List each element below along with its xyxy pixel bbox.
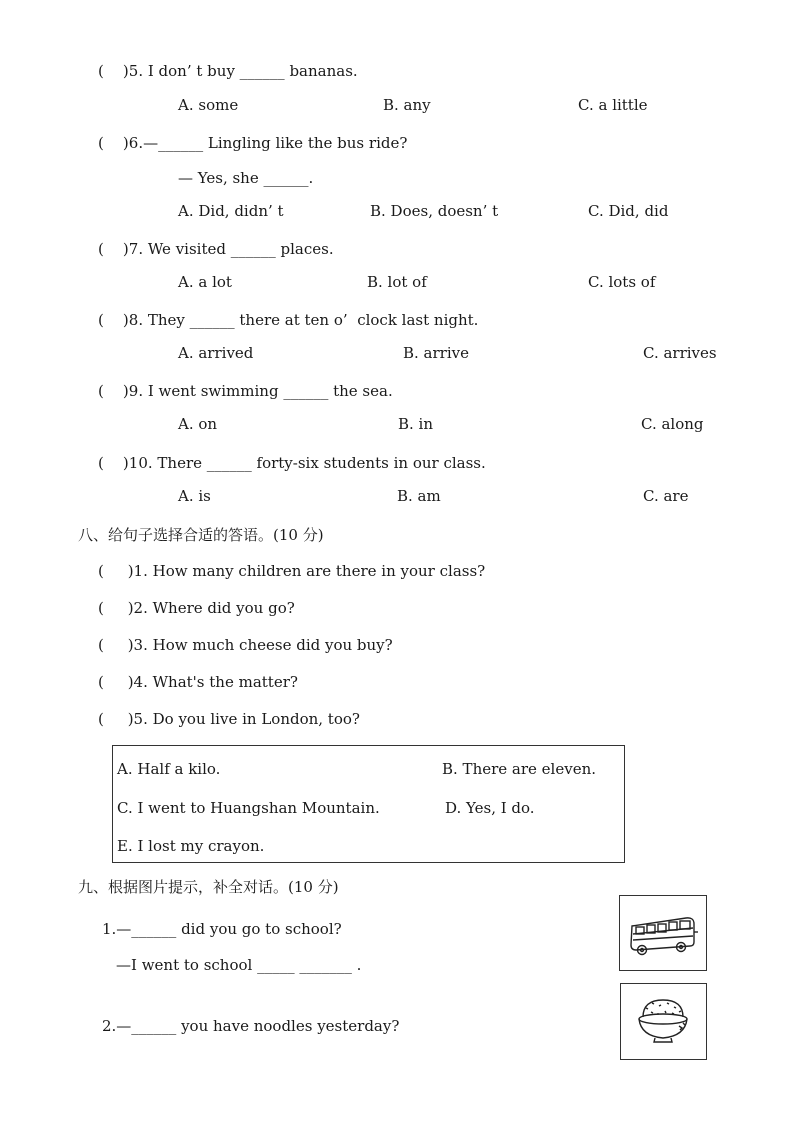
option-b: B. arrive bbox=[403, 344, 469, 362]
dialogue-2-question: 2.—______ you have noodles yesterday? bbox=[102, 1017, 400, 1035]
option-b: B. am bbox=[397, 487, 441, 505]
matching-question-1: ( )1. How many children are there in your class? bbox=[98, 562, 486, 580]
section-8-title: 八、给句子选择合适的答语。(10 分) bbox=[78, 526, 324, 544]
option-a: A. on bbox=[178, 415, 218, 433]
question-response: — Yes, she ______. bbox=[178, 169, 314, 187]
option-b: B. in bbox=[398, 415, 434, 433]
matching-question-5: ( )5. Do you live in London, too? bbox=[98, 710, 360, 728]
option-c: C. are bbox=[643, 487, 689, 505]
option-a: A. Did, didn’ t bbox=[178, 202, 284, 220]
answer-option-d: D. Yes, I do. bbox=[445, 799, 535, 817]
matching-question-3: ( )3. How much cheese did you buy? bbox=[98, 636, 393, 654]
bus-picture bbox=[619, 895, 707, 971]
answer-option-a: A. Half a kilo. bbox=[117, 760, 221, 778]
option-c: C. a little bbox=[578, 96, 648, 114]
question-text: ( )9. I went swimming ______ the sea. bbox=[98, 382, 393, 400]
answer-option-e: E. I lost my crayon. bbox=[117, 837, 265, 855]
option-c: C. along bbox=[641, 415, 704, 433]
answer-option-c: C. I went to Huangshan Mountain. bbox=[117, 799, 380, 817]
rice-bowl-icon bbox=[621, 984, 706, 1059]
option-a: A. is bbox=[178, 487, 211, 505]
dialogue-1-answer: —I went to school _____ _______ . bbox=[116, 956, 362, 974]
option-a: A. arrived bbox=[178, 344, 254, 362]
option-c: C. arrives bbox=[643, 344, 717, 362]
question-text: ( )8. They ______ there at ten o’ clock last night. bbox=[98, 311, 479, 329]
bus-icon bbox=[620, 896, 706, 970]
question-text: ( )10. There ______ forty-six students in our class. bbox=[98, 454, 486, 472]
option-a: A. some bbox=[178, 96, 239, 114]
option-b: B. any bbox=[383, 96, 431, 114]
option-c: C. Did, did bbox=[588, 202, 669, 220]
matching-question-4: ( )4. What's the matter? bbox=[98, 673, 298, 691]
matching-question-2: ( )2. Where did you go? bbox=[98, 599, 295, 617]
option-a: A. a lot bbox=[178, 273, 232, 291]
question-text: ( )6.—______ Lingling like the bus ride? bbox=[98, 134, 408, 152]
rice-bowl-picture bbox=[620, 983, 707, 1060]
answer-option-b: B. There are eleven. bbox=[442, 760, 597, 778]
option-c: C. lots of bbox=[588, 273, 656, 291]
dialogue-1-question: 1.—______ did you go to school? bbox=[102, 920, 342, 938]
question-text: ( )5. I don’ t buy ______ bananas. bbox=[98, 62, 358, 80]
option-b: B. Does, doesn’ t bbox=[370, 202, 499, 220]
question-text: ( )7. We visited ______ places. bbox=[98, 240, 334, 258]
option-b: B. lot of bbox=[367, 273, 427, 291]
section-9-title: 九、根据图片提示，补全对话。(10 分) bbox=[78, 878, 339, 896]
